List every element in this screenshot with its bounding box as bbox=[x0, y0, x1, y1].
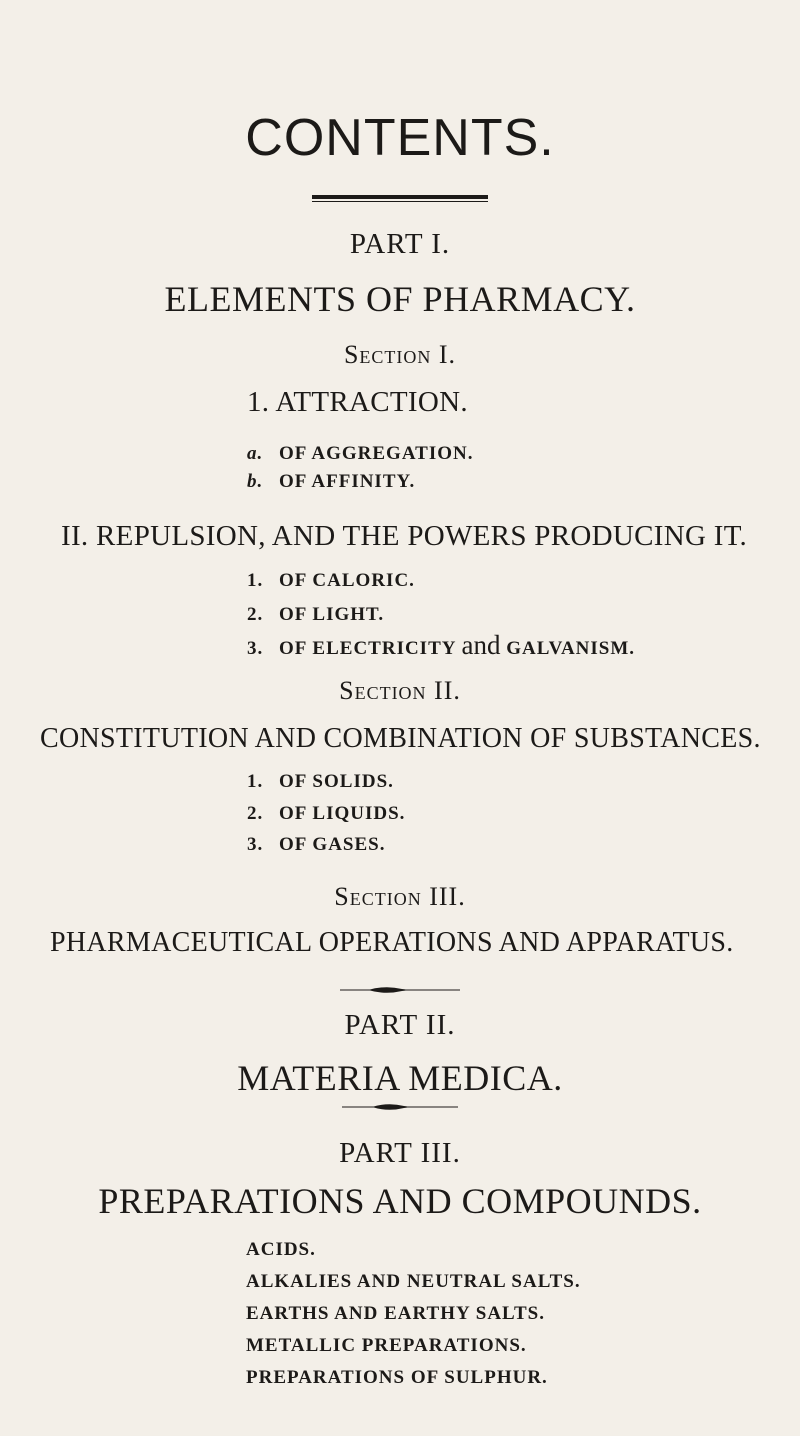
part-three-heading: PREPARATIONS AND COMPOUNDS. bbox=[98, 1181, 702, 1221]
part-three-label: PART III. bbox=[339, 1137, 461, 1169]
sub-item-number: b. bbox=[247, 471, 264, 492]
power-item-text: OF LIGHT. bbox=[279, 604, 385, 625]
substance-item-liquids bbox=[247, 803, 405, 825]
sub-item-aggregation bbox=[247, 443, 473, 465]
double-rule-bottom bbox=[312, 201, 488, 202]
power-item-light bbox=[247, 604, 384, 626]
power-item-caloric bbox=[247, 570, 415, 592]
substance-item-number: 1. bbox=[247, 771, 264, 792]
double-rule-top bbox=[312, 195, 488, 199]
compound-item-alkalies: ALKALIES AND NEUTRAL SALTS. bbox=[246, 1271, 581, 1292]
section-three-heading: PHARMACEUTICAL OPERATIONS AND APPARATUS. bbox=[50, 927, 734, 958]
substance-item-number: 3. bbox=[247, 834, 264, 855]
topic-repulsion bbox=[61, 520, 747, 553]
compound-item-sulphur: PREPARATIONS OF SULPHUR. bbox=[246, 1367, 548, 1388]
part-one-label: PART I. bbox=[349, 228, 451, 260]
topic-attraction-text: ATTRACTION. bbox=[275, 386, 468, 418]
section-one-label: Section I. bbox=[343, 340, 457, 369]
power-item-electricity bbox=[247, 630, 635, 661]
power-item-text-a: OF ELECTRICITY bbox=[279, 638, 456, 659]
substance-item-gases bbox=[247, 834, 386, 856]
page-title: CONTENTS. bbox=[245, 109, 555, 167]
power-item-number: 2. bbox=[247, 604, 264, 625]
topic-repulsion-text: REPULSION, AND THE POWERS PRODUCING IT. bbox=[96, 520, 748, 552]
compound-item-earths: EARTHS AND EARTHY SALTS. bbox=[246, 1303, 545, 1324]
section-three-label: Section III. bbox=[334, 882, 466, 911]
substance-item-solids bbox=[247, 771, 394, 793]
section-two-label: Section II. bbox=[339, 676, 461, 705]
sub-item-text: OF AFFINITY. bbox=[279, 471, 416, 492]
section-two-heading: CONSTITUTION AND COMBINATION OF SUBSTANCES. bbox=[40, 723, 761, 754]
power-item-text: OF CALORIC. bbox=[279, 570, 415, 591]
substance-item-text: OF LIQUIDS. bbox=[279, 803, 406, 824]
power-item-conjunction: and bbox=[461, 630, 501, 660]
substance-item-number: 2. bbox=[247, 803, 264, 824]
part-two-heading: MATERIA MEDICA. bbox=[237, 1058, 563, 1098]
sub-item-number: a. bbox=[247, 443, 264, 464]
part-two-label: PART II. bbox=[344, 1009, 456, 1041]
ornament-divider bbox=[342, 1102, 458, 1112]
ornament-divider bbox=[340, 985, 460, 995]
topic-attraction bbox=[247, 386, 468, 419]
sub-item-text: OF AGGREGATION. bbox=[279, 443, 474, 464]
compound-item-metallic: METALLIC PREPARATIONS. bbox=[246, 1335, 527, 1356]
topic-attraction-number: 1. bbox=[247, 386, 270, 418]
compound-item-acids: ACIDS. bbox=[246, 1239, 316, 1260]
topic-repulsion-number: II. bbox=[61, 520, 89, 552]
power-item-number: 3. bbox=[247, 638, 264, 659]
power-item-number: 1. bbox=[247, 570, 264, 591]
substance-item-text: OF SOLIDS. bbox=[279, 771, 394, 792]
substance-item-text: OF GASES. bbox=[279, 834, 386, 855]
power-item-text-c: GALVANISM. bbox=[506, 638, 636, 659]
sub-item-affinity bbox=[247, 471, 415, 493]
part-one-heading: ELEMENTS OF PHARMACY. bbox=[164, 279, 636, 319]
